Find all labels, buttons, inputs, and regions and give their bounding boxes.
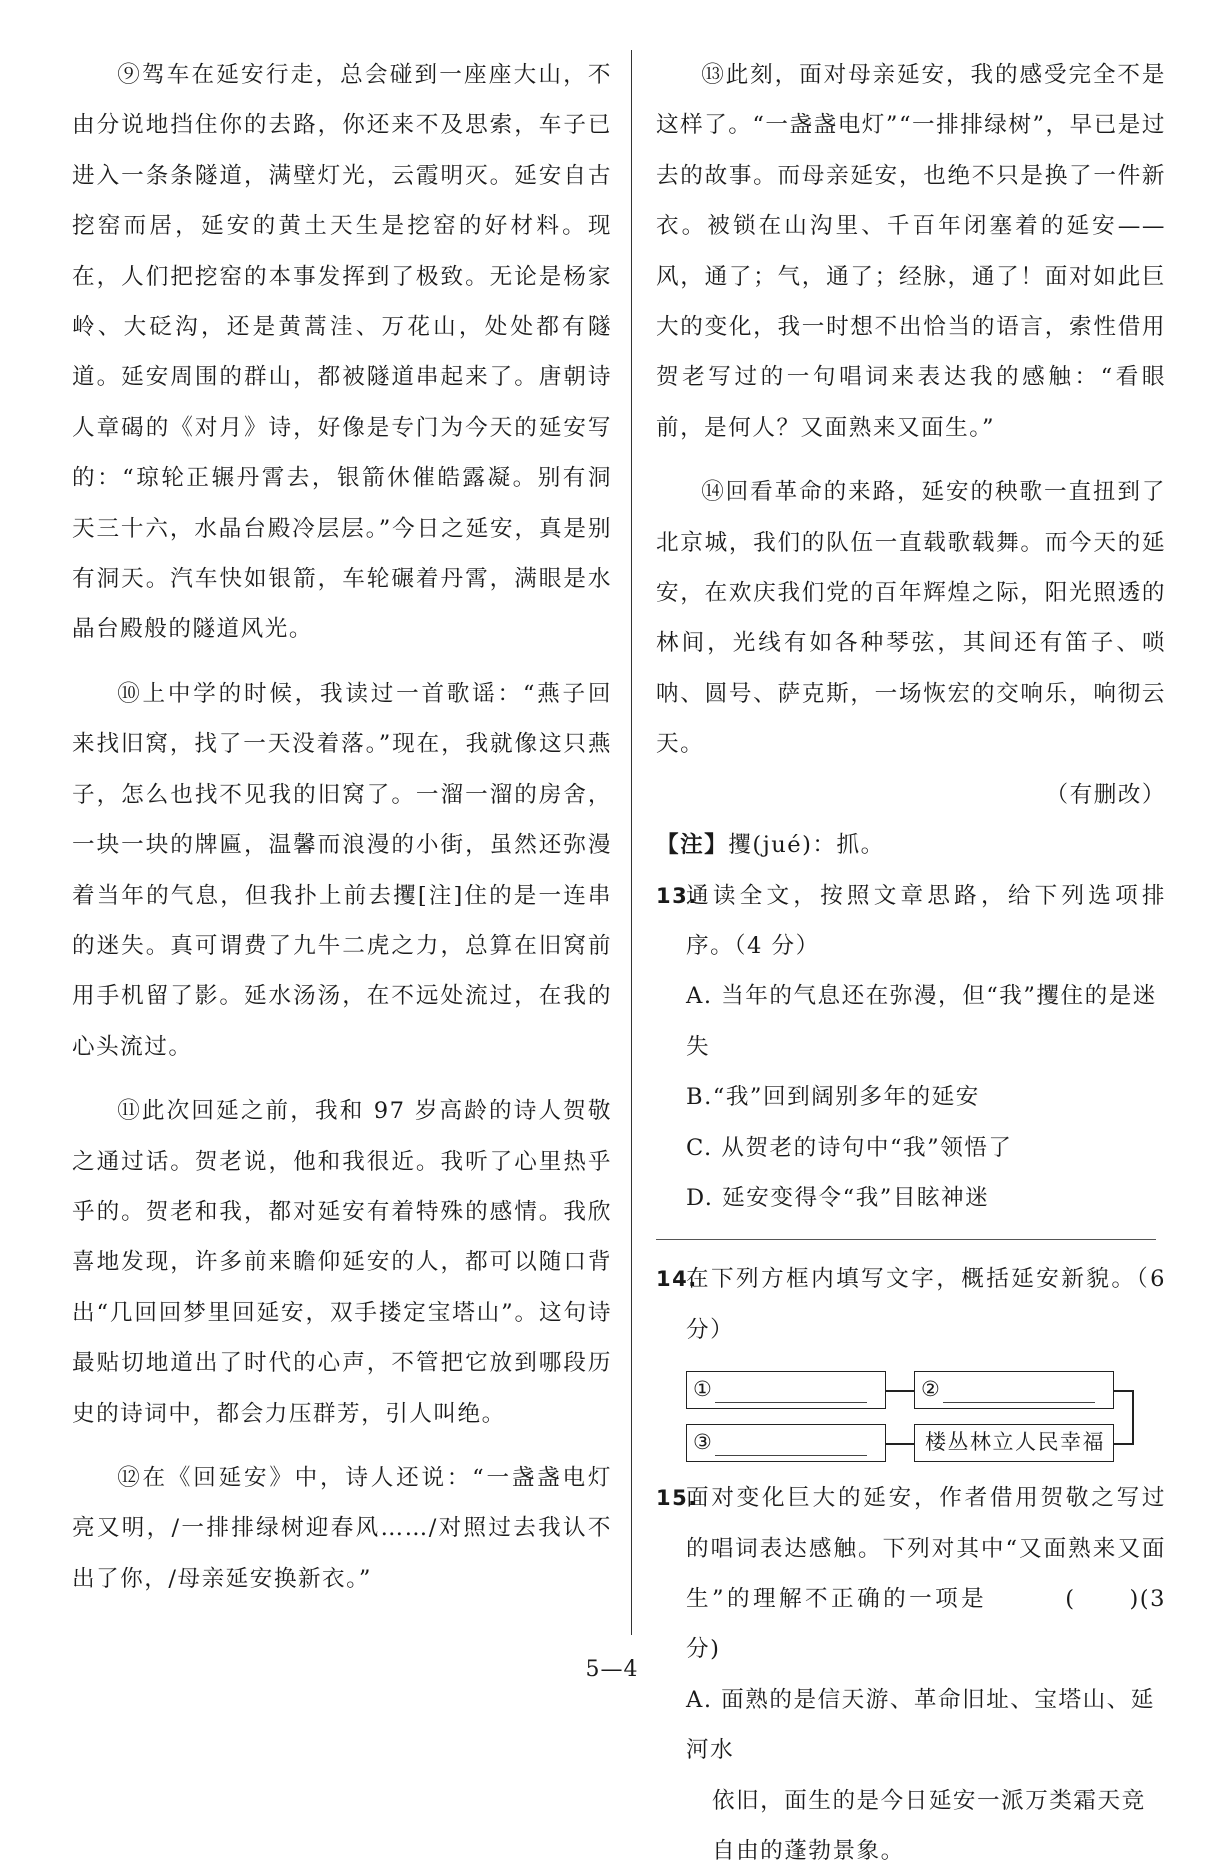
connector-line (1132, 1390, 1134, 1444)
paragraph-11: ⑪此次回延之前，我和 97 岁高龄的诗人贺敬之通过话。贺老说，他和我很近。我听了心里热乎乎的。贺老和我，都对延安有着特殊的感情。我欣喜地发现，许多前来瞻仰延安的人，都可以随口背出“几回回梦里回延安，双手搂定宝塔山”。这句诗最贴切地道出了时代的心声，不管把它放到哪段历史的诗词中，都会力压群芳，引人叫绝。 (72, 1098, 612, 1427)
option-b: B.“我”回到阔别多年的延安 (686, 1084, 980, 1111)
summary-diagram (686, 1359, 1166, 1469)
option-a: A. 当年的气息还在弥漫，但“我”攫住的是迷失 (686, 983, 1157, 1060)
paragraph-12: ⑫在《回延安》中，诗人还说：“一盏盏电灯亮又明，/一排排绿树迎春风……/对照过去我认不出了你，/母亲延安换新衣。” (72, 1464, 612, 1592)
page-number: 5—4 (585, 1657, 639, 1682)
question-text: 在下列方框内填写文字，概括延安新貌。（6 分） (686, 1266, 1166, 1343)
answer-line[interactable] (656, 1239, 1156, 1240)
option-d: D. 延安变得令“我”目眩神迷 (686, 1184, 990, 1211)
question-13 (656, 871, 1166, 972)
option-a (656, 1675, 1166, 1876)
right-column (656, 50, 1166, 1876)
option-c: C. 从贺老的诗句中“我”领悟了 (686, 1134, 1013, 1161)
left-column (72, 50, 612, 1604)
annotation-text: 攫(jué)：抓。 (728, 832, 885, 859)
paragraph-13: ⑬此刻，面对母亲延安，我的感受完全不是这样了。“一盏盏电灯”“一排排绿树”，早已是过去的故事。而母亲延安，也绝不只是换了一件新衣。被锁在山沟里、千百年闭塞着的延安——风，通了；气，通了；经脉，通了！面对如此巨大的变化，我一时想不出恰当的语言，索性借用贺老写过的一句唱词来表达我的感触：“看眼前，是何人？又面熟来又面生。” (656, 62, 1166, 441)
question-number: 13. (656, 883, 698, 908)
connector-line (1114, 1443, 1134, 1445)
question-14 (656, 1254, 1166, 1355)
annotation-label: 【注】 (656, 832, 729, 859)
annotation (656, 820, 1166, 870)
connector-line (886, 1390, 914, 1392)
answer-box-2[interactable]: ② (914, 1371, 1114, 1409)
question-number: 15. (656, 1486, 698, 1511)
option-a-line: A. 面熟的是信天游、革命旧址、宝塔山、延河水 (686, 1686, 1155, 1764)
source-note: （有删改） (1045, 781, 1166, 808)
connector-line (886, 1443, 914, 1445)
question-text: 通读全文，按照文章思路，给下列选项排序。（4 分） (686, 882, 1166, 959)
answer-box-3[interactable]: ③ (686, 1424, 886, 1462)
column-divider (631, 50, 632, 1635)
question-15 (656, 1473, 1166, 1675)
paragraph-10: ⑩上中学的时候，我读过一首歌谣：“燕子回来找旧窝，找了一天没着落。”现在，我就像这只燕子，怎么也找不见我的旧窝了。一溜一溜的房舍，一块一块的牌匾，温馨而浪漫的小街，虽然还弥漫着当年的气息，但我扑上前去攫[注]住的是一连串的迷失。真可谓费了九牛二虎之力，总算在旧窝前用手机留了影。延水汤汤，在不远处流过，在我的心头流过。 (72, 680, 612, 1060)
option-a-continuation: 依旧，面生的是今日延安一派万类霜天竞自由的蓬勃景象。 (712, 1787, 1146, 1864)
answer-box-1[interactable]: ① (686, 1371, 886, 1409)
paragraph-14: ⑭回看革命的来路，延安的秧歌一直扭到了北京城，我们的队伍一直载歌载舞。而今天的延安，在欢庆我们党的百年辉煌之际，阳光照透的林间，光线有如各种琴弦，其间还有笛子、唢呐、圆号、萨克斯，一场恢宏的交响乐，响彻云天。 (656, 479, 1166, 758)
question-text: 面对变化巨大的延安，作者借用贺敬之写过的唱词表达感触。下列对其中“又面熟来又面生”的理解不正确的一项是 ( )(3 分) (686, 1485, 1166, 1663)
paragraph-9: ⑨驾车在延安行走，总会碰到一座座大山，不由分说地挡住你的去路，你还来不及思索，车子已进入一条条隧道，满壁灯光，云霞明灭。延安自古挖窑而居，延安的黄土天生是挖窑的好材料。现在，人们把挖窑的本事发挥到了极致。无论是杨家岭、大砭沟，还是黄蒿洼、万花山，处处都有隧道。延安周围的群山，都被隧道串起来了。唐朝诗人章碣的《对月》诗，好像是专门为今天的延安写的：“琼轮正辗丹霄去，银箭休催皓露凝。别有洞天三十六，水晶台殿冷层层。”今日之延安，真是别有洞天。汽车快如银箭，车轮碾着丹霄，满眼是水晶台殿般的隧道风光。 (72, 62, 612, 643)
given-box: 楼丛林立人民幸福 (914, 1424, 1114, 1462)
connector-line (1114, 1390, 1134, 1392)
question-number: 14. (656, 1267, 698, 1292)
